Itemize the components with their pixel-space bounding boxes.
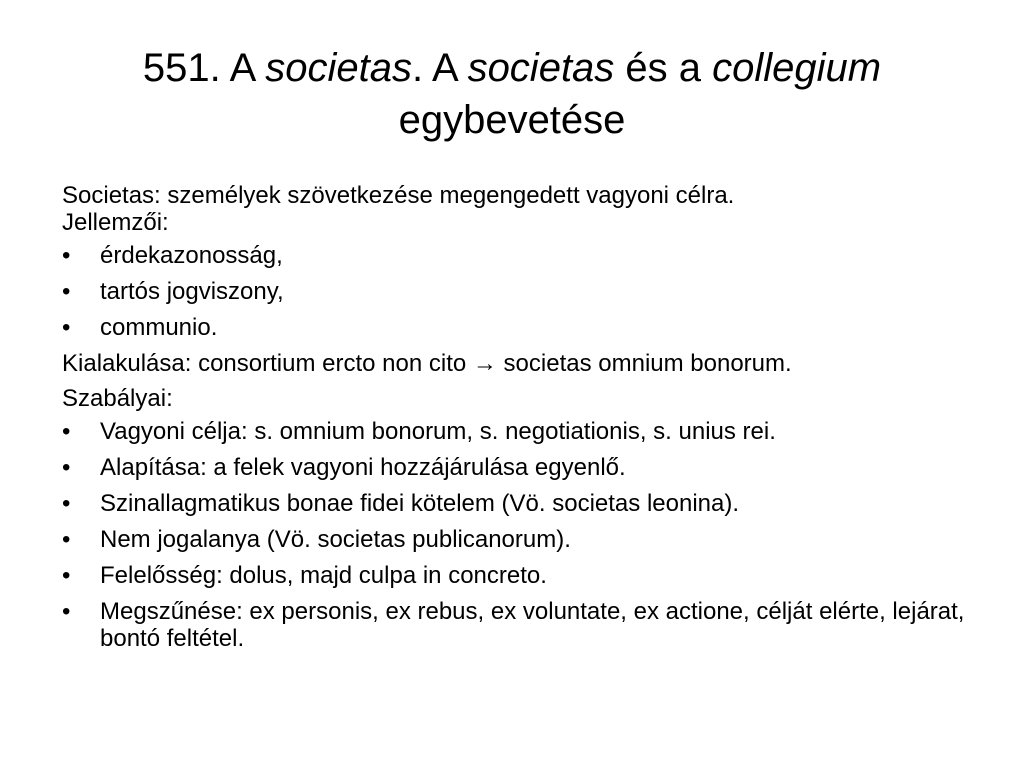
bullet-icon: •: [62, 490, 71, 517]
bullet-icon: •: [62, 562, 71, 589]
bullet-icon: •: [62, 598, 71, 625]
features-list: [62, 242, 982, 341]
origin-text: Kialakulása: consortium ercto non cito → societas omnium bonorum.: [62, 350, 792, 377]
definition-text: Societas: személyek szövetkezése megengedett vagyoni célra.: [62, 182, 735, 209]
list-item: [62, 490, 982, 517]
bullet-icon: •: [62, 314, 71, 341]
bullet-icon: •: [62, 278, 71, 305]
feature-text: tartós jogviszony,: [100, 278, 284, 305]
list-item: [62, 562, 982, 589]
title-part-2: societas: [265, 46, 412, 90]
list-item: [62, 454, 982, 481]
rules-list: [62, 418, 982, 652]
rule-text: Szinallagmatikus bonae fidei kötelem (Vö. societas leonina).: [100, 490, 740, 517]
list-item: [62, 314, 982, 341]
features-heading: Jellemzői:: [62, 209, 169, 236]
bullet-icon: •: [62, 242, 71, 269]
rule-text: Nem jogalanya (Vö. societas publicanorum).: [100, 526, 571, 553]
rule-text: Megszűnése: ex personis, ex rebus, ex voluntate, ex actione, célját elérte, lejárat, bontó feltétel.: [100, 598, 965, 652]
rule-text: Felelősség: dolus, majd culpa in concreto.: [100, 562, 547, 589]
bullet-icon: •: [62, 418, 71, 445]
list-item: [62, 242, 982, 269]
title-part-6: collegium: [712, 46, 882, 90]
title-part-1: 551. A: [142, 46, 266, 90]
rule-text: Alapítása: a felek vagyoni hozzájárulása egyenlő.: [100, 454, 626, 481]
slide-title: [60, 42, 964, 146]
title-part-5: és a: [614, 46, 713, 90]
list-item: [62, 526, 982, 553]
list-item: [62, 598, 982, 652]
feature-text: érdekazonosság,: [100, 242, 283, 269]
slide-content: [62, 182, 982, 661]
list-item: [62, 278, 982, 305]
list-item: [62, 418, 982, 445]
title-part-4: societas: [467, 46, 615, 90]
bullet-icon: •: [62, 454, 71, 481]
rule-text: Vagyoni célja: s. omnium bonorum, s. negotiationis, s. unius rei.: [100, 418, 776, 445]
rules-heading: Szabályai:: [62, 385, 173, 412]
feature-text: communio.: [100, 314, 218, 341]
title-part-7: egybevetése: [398, 98, 626, 142]
title-part-3: . A: [411, 46, 468, 90]
bullet-icon: •: [62, 526, 71, 553]
